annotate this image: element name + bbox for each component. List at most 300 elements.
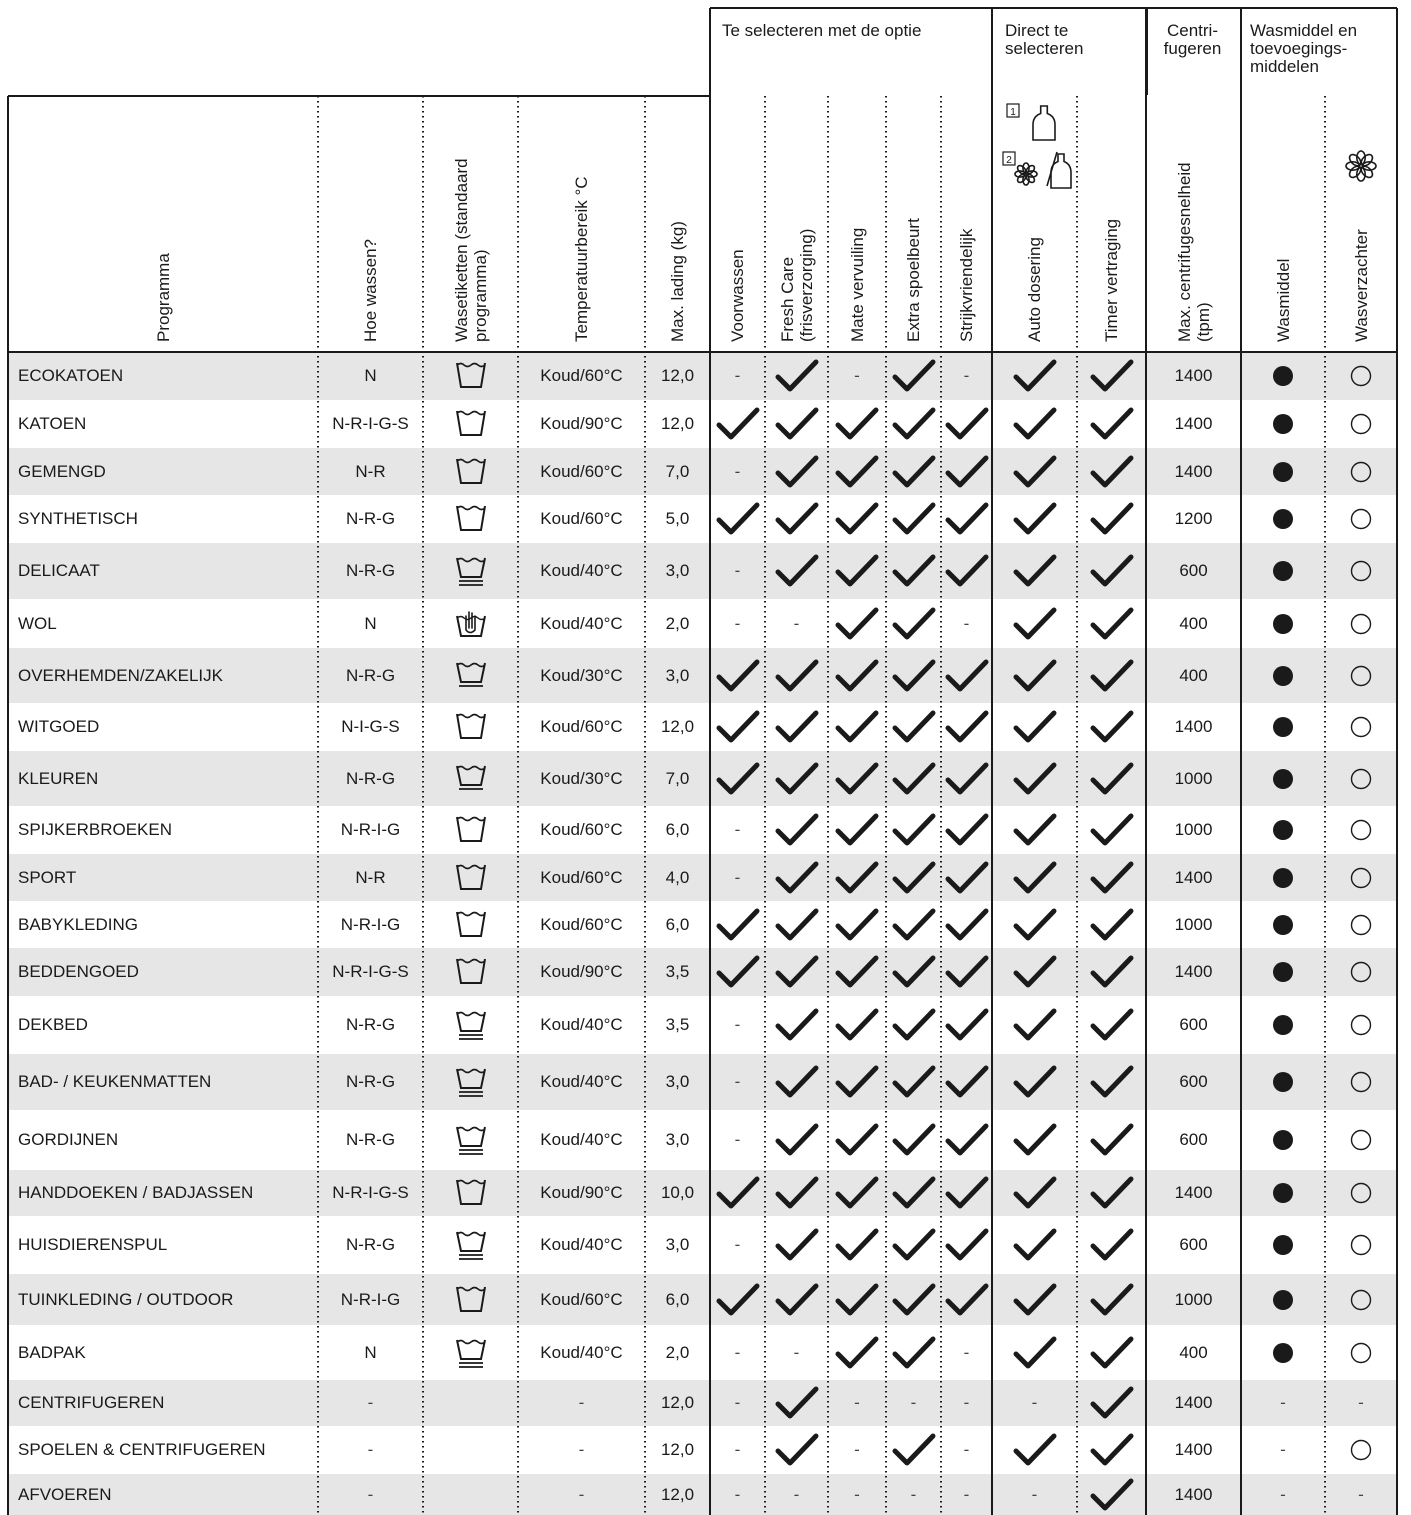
check-icon: [835, 455, 879, 489]
cell-hoe: N-R-I-G-S: [332, 1183, 409, 1202]
option-wasmiddel: [1241, 1274, 1325, 1325]
cell-hoe: N: [364, 1342, 377, 1362]
cell-lading: 3,0: [665, 1235, 690, 1254]
cell-lading: 3,0: [665, 561, 690, 580]
check-icon: [945, 710, 989, 744]
option-wasmiddel: [1241, 543, 1325, 599]
option-wasmiddel: [1241, 599, 1325, 648]
check-icon: [775, 659, 819, 693]
option-fresh: [765, 1380, 828, 1426]
check-icon: [1090, 1478, 1134, 1512]
cell-hoe: N-R-G: [345, 1235, 396, 1254]
check-icon: [1090, 502, 1134, 536]
option-timer: [1077, 352, 1146, 400]
check-icon: [835, 607, 879, 641]
cell-temp: -: [578, 1484, 585, 1504]
filled-circle-icon: [1271, 612, 1295, 636]
cell-temp: Koud/60°C: [540, 461, 623, 481]
option-wasmiddel: [1241, 400, 1325, 448]
option-voorwassen: [710, 400, 765, 448]
option-auto: [992, 1274, 1077, 1325]
program-name: DEKBED: [18, 1015, 88, 1034]
cell-temp: Koud/30°C: [540, 768, 623, 788]
option-verzachter: [1325, 400, 1397, 448]
cell-voorwassen: -: [734, 867, 741, 887]
check-icon: [892, 1336, 936, 1370]
check-icon: [1090, 1228, 1134, 1262]
program-name: HUISDIERENSPUL: [18, 1235, 168, 1254]
column-header-extra: Extra spoelbeurt: [904, 218, 923, 342]
option-extra: [886, 543, 941, 599]
option-strijk: [941, 495, 992, 543]
group-header-spin: Centri- fugeren: [1163, 21, 1222, 58]
check-icon: [1013, 861, 1057, 895]
cell-spin: 1000: [1174, 768, 1213, 788]
check-icon: [1090, 1336, 1134, 1370]
empty-circle-icon: [1349, 1181, 1373, 1205]
check-icon: [892, 710, 936, 744]
option-auto: [992, 495, 1077, 543]
cell-temp: Koud/40°C: [540, 1235, 623, 1254]
option-wasmiddel: [1241, 901, 1325, 948]
wash-tub-very-gentle-icon: [453, 1007, 489, 1043]
cell-spin: 1000: [1174, 1289, 1213, 1309]
option-extra: [886, 948, 941, 996]
check-icon: [1090, 813, 1134, 847]
cell-lading: 10,0: [660, 1183, 695, 1202]
check-icon: [1013, 554, 1057, 588]
program-name: SPIJKERBROEKEN: [18, 820, 172, 839]
cell-wasmiddel: -: [1280, 1393, 1286, 1412]
filled-circle-icon: [1271, 715, 1295, 739]
check-icon: [835, 1283, 879, 1317]
filled-circle-icon: [1271, 460, 1295, 484]
cell-temp: Koud/40°C: [540, 1072, 623, 1091]
wash-label-cell: [423, 1274, 518, 1325]
cell-temp: Koud/60°C: [540, 1289, 623, 1309]
cell-lading: 3,5: [665, 1015, 690, 1034]
option-auto: [992, 948, 1077, 996]
check-icon: [835, 813, 879, 847]
wash-tub-icon: [453, 454, 489, 490]
cell-temp: -: [578, 1440, 585, 1459]
check-icon: [1090, 455, 1134, 489]
check-icon: [892, 955, 936, 989]
option-extra: [886, 352, 941, 400]
option-voorwassen: [710, 751, 765, 806]
check-icon: [1090, 407, 1134, 441]
option-verzachter: [1325, 1274, 1397, 1325]
cell-spin: 1400: [1174, 366, 1213, 385]
empty-circle-icon: [1349, 364, 1373, 388]
cell-strijk: -: [963, 1393, 970, 1412]
option-timer: [1077, 751, 1146, 806]
option-auto: [992, 352, 1077, 400]
check-icon: [892, 1123, 936, 1157]
program-name: TUINKLEDING / OUTDOOR: [18, 1289, 234, 1309]
check-icon: [1013, 1433, 1057, 1467]
cell-mate: -: [854, 1393, 860, 1412]
option-wasmiddel: [1241, 1170, 1325, 1216]
check-icon: [1090, 1433, 1134, 1467]
option-wasmiddel: [1241, 352, 1325, 400]
check-icon: [775, 861, 819, 895]
check-icon: [1013, 813, 1057, 847]
cell-wasmiddel: -: [1280, 1440, 1286, 1459]
check-icon: [1090, 762, 1134, 796]
wash-label-cell: [423, 599, 518, 648]
option-fresh: [765, 1170, 828, 1216]
option-auto: [992, 1216, 1077, 1274]
wash-label-cell: [423, 648, 518, 703]
program-name: OVERHEMDEN/ZAKELIJK: [18, 665, 223, 685]
option-auto: [992, 1170, 1077, 1216]
check-icon: [1013, 762, 1057, 796]
cell-fresh: -: [793, 1484, 800, 1504]
option-extra: [886, 648, 941, 703]
wash-label-cell: [423, 901, 518, 948]
check-icon: [775, 455, 819, 489]
cell-spin: 600: [1179, 1235, 1208, 1254]
check-icon: [1090, 359, 1134, 393]
empty-circle-icon: [1349, 612, 1373, 636]
column-header-lading: Max. lading (kg): [668, 221, 687, 342]
wash-tub-gentle-icon: [453, 761, 489, 797]
wash-label-cell: [423, 1054, 518, 1110]
option-extra: [886, 703, 941, 751]
check-icon: [892, 762, 936, 796]
check-icon: [892, 1433, 936, 1467]
option-wasmiddel: [1241, 1325, 1325, 1380]
cell-voorwassen: -: [734, 1440, 741, 1459]
column-header-fresh: Fresh Care (frisverzorging): [777, 228, 816, 342]
cell-hoe: N: [364, 613, 377, 633]
option-fresh: [765, 495, 828, 543]
wash-tub-very-gentle-icon: [453, 1064, 489, 1100]
wash-tub-gentle-icon: [453, 658, 489, 694]
option-wasmiddel: [1241, 448, 1325, 495]
wash-label-cell: [423, 1325, 518, 1380]
cell-temp: -: [578, 1393, 585, 1412]
column-header-programma: Programma: [153, 253, 173, 342]
option-extra: [886, 751, 941, 806]
check-icon: [892, 502, 936, 536]
check-icon: [945, 455, 989, 489]
option-verzachter: [1325, 703, 1397, 751]
check-icon: [716, 762, 760, 796]
filled-circle-icon: [1271, 1181, 1295, 1205]
filled-circle-icon: [1271, 364, 1295, 388]
check-icon: [835, 1123, 879, 1157]
wash-tub-icon: [453, 1175, 489, 1211]
check-icon: [892, 1228, 936, 1262]
filled-circle-icon: [1271, 866, 1295, 890]
wash-tub-very-gentle-icon: [453, 1335, 489, 1371]
check-icon: [892, 1065, 936, 1099]
option-auto: [992, 1054, 1077, 1110]
cell-hoe: N-R: [355, 461, 386, 481]
program-name: SYNTHETISCH: [18, 509, 138, 528]
check-icon: [945, 861, 989, 895]
check-icon: [1090, 1283, 1134, 1317]
option-verzachter: [1325, 751, 1397, 806]
cell-hoe: N-R-G: [345, 1072, 396, 1091]
option-fresh: [765, 854, 828, 901]
cell-lading: 5,0: [665, 509, 690, 528]
cell-voorwassen: -: [734, 1235, 741, 1254]
option-extra: [886, 854, 941, 901]
cell-spin: 1400: [1174, 717, 1213, 736]
option-strijk: [941, 854, 992, 901]
option-extra: [886, 448, 941, 495]
option-mate: [828, 703, 886, 751]
option-verzachter: [1325, 648, 1397, 703]
filled-circle-icon: [1271, 412, 1295, 436]
svg-text:1: 1: [1009, 107, 1016, 118]
program-name: AFVOEREN: [18, 1484, 112, 1504]
filled-circle-icon: [1271, 1070, 1295, 1094]
cell-hoe: -: [367, 1440, 374, 1459]
cell-spin: 400: [1179, 665, 1208, 685]
cell-spin: 1400: [1174, 867, 1213, 887]
wash-label-cell: [423, 352, 518, 400]
check-icon: [1013, 1008, 1057, 1042]
check-icon: [892, 407, 936, 441]
check-icon: [716, 908, 760, 942]
check-icon: [945, 955, 989, 989]
option-timer: [1077, 448, 1146, 495]
program-name: GEMENGD: [18, 461, 106, 481]
check-icon: [775, 1283, 819, 1317]
option-mate: [828, 1054, 886, 1110]
option-timer: [1077, 648, 1146, 703]
option-voorwassen: [710, 1170, 765, 1216]
option-mate: [828, 948, 886, 996]
cell-verzachter: -: [1358, 1484, 1364, 1504]
program-name: SPORT: [18, 867, 77, 887]
check-icon: [945, 1008, 989, 1042]
wash-label-cell: [423, 1426, 518, 1474]
option-wasmiddel: [1241, 1110, 1325, 1170]
check-icon: [775, 502, 819, 536]
filled-circle-icon: [1271, 1233, 1295, 1257]
program-name: SPOELEN & CENTRIFUGEREN: [18, 1440, 266, 1459]
option-strijk: [941, 751, 992, 806]
group-header-options: Te selecteren met de optie: [722, 21, 922, 40]
option-fresh: [765, 996, 828, 1054]
program-name: KLEUREN: [18, 768, 99, 788]
option-wasmiddel: [1241, 948, 1325, 996]
option-mate: [828, 1170, 886, 1216]
program-name: DELICAAT: [18, 561, 100, 580]
cell-spin: 1400: [1174, 1440, 1213, 1459]
cell-temp: Koud/90°C: [540, 414, 623, 433]
cell-lading: 12,0: [660, 717, 695, 736]
column-header-temp: Temperatuurbereik °C: [572, 176, 591, 342]
option-voorwassen: [710, 1274, 765, 1325]
option-fresh: [765, 1426, 828, 1474]
cell-lading: 7,0: [665, 768, 690, 788]
auto-dosing-icons: [999, 100, 1079, 196]
filled-circle-icon: [1271, 913, 1295, 937]
cell-lading: 3,0: [665, 665, 690, 685]
softener-flower-icon: [1343, 148, 1379, 184]
option-timer: [1077, 703, 1146, 751]
cell-hoe: N-R-G: [345, 1015, 396, 1034]
cell-lading: 7,0: [665, 461, 690, 481]
check-icon: [775, 1228, 819, 1262]
option-auto: [992, 806, 1077, 854]
cell-verzachter: -: [1358, 1393, 1364, 1412]
cell-spin: 1200: [1174, 509, 1213, 528]
check-icon: [892, 861, 936, 895]
cell-spin: 400: [1179, 1342, 1208, 1362]
empty-circle-icon: [1349, 559, 1373, 583]
check-icon: [835, 1065, 879, 1099]
option-verzachter: [1325, 901, 1397, 948]
check-icon: [775, 554, 819, 588]
option-wasmiddel: [1241, 1216, 1325, 1274]
cell-voorwassen: -: [734, 1072, 741, 1091]
option-auto: [992, 703, 1077, 751]
check-icon: [1013, 1176, 1057, 1210]
cell-voorwassen: -: [734, 461, 741, 481]
option-fresh: [765, 751, 828, 806]
cell-hoe: N-R-I-G: [340, 914, 401, 934]
wash-label-cell: [423, 400, 518, 448]
option-wasmiddel: [1241, 703, 1325, 751]
check-icon: [892, 908, 936, 942]
cell-voorwassen: -: [734, 613, 741, 633]
option-fresh: [765, 400, 828, 448]
option-timer: [1077, 1474, 1146, 1515]
cell-voorwassen: -: [734, 1393, 741, 1412]
check-icon: [716, 659, 760, 693]
empty-circle-icon: [1349, 818, 1373, 842]
check-icon: [1013, 710, 1057, 744]
cell-lading: 12,0: [660, 1393, 695, 1412]
filled-circle-icon: [1271, 960, 1295, 984]
check-icon: [945, 813, 989, 847]
cell-hoe: N-R-G: [345, 768, 396, 788]
cell-spin: 600: [1179, 1072, 1208, 1091]
cell-temp: Koud/40°C: [540, 1130, 623, 1149]
cell-temp: Koud/40°C: [540, 613, 623, 633]
option-auto: [992, 648, 1077, 703]
option-mate: [828, 996, 886, 1054]
cell-lading: 2,0: [665, 1342, 690, 1362]
check-icon: [775, 359, 819, 393]
column-header-timer: Timer vertraging: [1102, 218, 1121, 342]
option-timer: [1077, 1110, 1146, 1170]
cell-mate: -: [854, 1484, 860, 1504]
cell-temp: Koud/60°C: [540, 366, 623, 385]
program-name: WITGOED: [18, 717, 100, 736]
cell-spin: 600: [1179, 561, 1208, 580]
cell-strijk: -: [963, 1440, 970, 1459]
check-icon: [835, 1176, 879, 1210]
check-icon: [835, 554, 879, 588]
check-icon: [775, 955, 819, 989]
check-icon: [945, 1123, 989, 1157]
cell-temp: Koud/40°C: [540, 1342, 623, 1362]
check-icon: [1090, 1065, 1134, 1099]
wash-tub-icon: [453, 501, 489, 537]
wash-label-cell: [423, 948, 518, 996]
cell-hoe: N-R-I-G: [340, 820, 401, 839]
option-auto: [992, 996, 1077, 1054]
check-icon: [1013, 502, 1057, 536]
cell-spin: 1400: [1174, 1393, 1213, 1412]
check-icon: [945, 1228, 989, 1262]
cell-hoe: N-R-I-G-S: [332, 962, 409, 981]
option-mate: [828, 543, 886, 599]
check-icon: [1090, 908, 1134, 942]
option-verzachter: [1325, 854, 1397, 901]
option-strijk: [941, 400, 992, 448]
cell-lading: 12,0: [660, 414, 695, 433]
option-wasmiddel: [1241, 996, 1325, 1054]
cell-auto: -: [1031, 1484, 1038, 1504]
program-name: BAD- / KEUKENMATTEN: [18, 1072, 212, 1091]
program-name: HANDDOEKEN / BADJASSEN: [18, 1183, 254, 1202]
check-icon: [1090, 607, 1134, 641]
cell-hoe: N-R-I-G-S: [332, 414, 409, 433]
option-timer: [1077, 543, 1146, 599]
empty-circle-icon: [1349, 767, 1373, 791]
option-mate: [828, 1216, 886, 1274]
option-timer: [1077, 1274, 1146, 1325]
option-strijk: [941, 1110, 992, 1170]
option-strijk: [941, 996, 992, 1054]
option-auto: [992, 751, 1077, 806]
wash-tub-icon: [453, 954, 489, 990]
wash-label-cell: [423, 806, 518, 854]
check-icon: [1090, 710, 1134, 744]
check-icon: [835, 659, 879, 693]
cell-hoe: N-R-G: [345, 665, 396, 685]
option-verzachter: [1325, 1110, 1397, 1170]
check-icon: [1090, 861, 1134, 895]
option-voorwassen: [710, 703, 765, 751]
check-icon: [775, 762, 819, 796]
cell-fresh: -: [793, 613, 800, 633]
check-icon: [1013, 455, 1057, 489]
wash-label-cell: [423, 543, 518, 599]
cell-voorwassen: -: [734, 1342, 741, 1362]
option-mate: [828, 400, 886, 448]
hand-wash-icon: [453, 606, 489, 642]
wash-tub-icon: [453, 907, 489, 943]
check-icon: [1090, 1386, 1134, 1420]
column-header-auto: Auto dosering: [1025, 237, 1044, 342]
wash-label-cell: [423, 703, 518, 751]
detergent-bottle-icon: [999, 100, 1079, 196]
option-voorwassen: [710, 495, 765, 543]
option-strijk: [941, 1274, 992, 1325]
option-timer: [1077, 495, 1146, 543]
check-icon: [835, 1336, 879, 1370]
check-icon: [716, 1283, 760, 1317]
check-icon: [775, 908, 819, 942]
option-wasmiddel: [1241, 854, 1325, 901]
cell-voorwassen: -: [734, 1130, 741, 1149]
empty-circle-icon: [1349, 1128, 1373, 1152]
option-strijk: [941, 703, 992, 751]
check-icon: [835, 762, 879, 796]
option-auto: [992, 400, 1077, 448]
wash-tub-very-gentle-icon: [453, 1227, 489, 1263]
